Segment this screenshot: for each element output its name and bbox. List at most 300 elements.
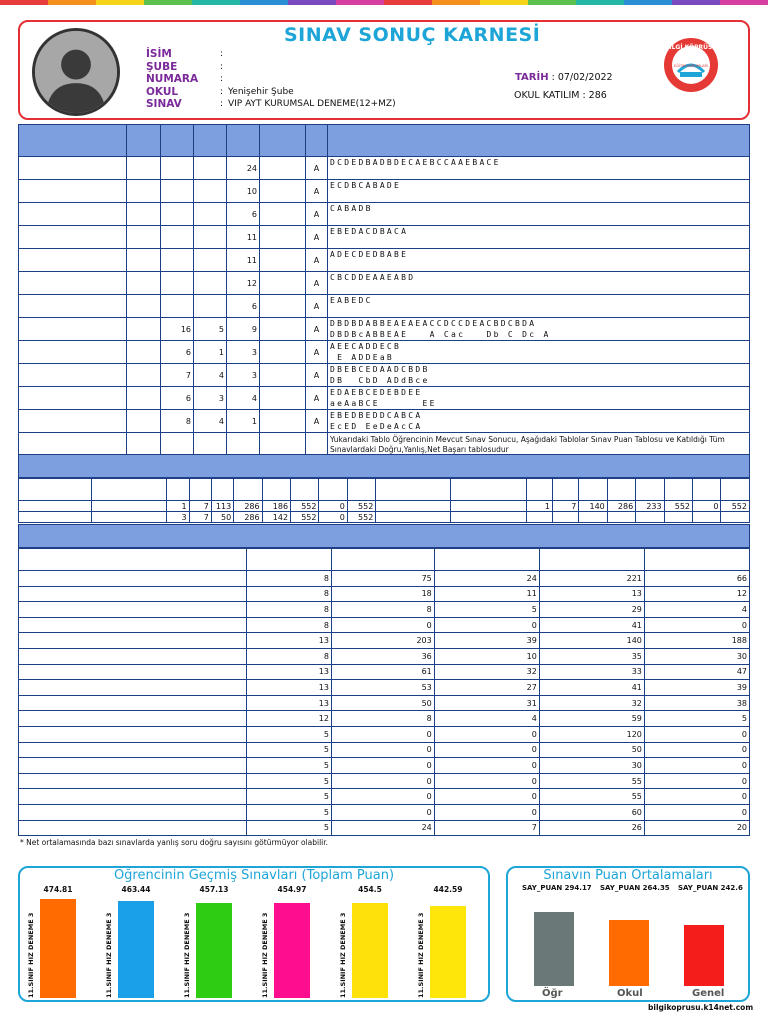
header-cell bbox=[234, 479, 262, 501]
rainbow-segment bbox=[720, 0, 768, 5]
stats-cell: 0 bbox=[331, 617, 434, 633]
answer-cell bbox=[127, 410, 161, 433]
header-cell bbox=[92, 479, 167, 501]
stats-name-cell bbox=[19, 664, 247, 680]
answer-cell: 7 bbox=[161, 364, 194, 387]
score-cell: 0 bbox=[319, 501, 347, 512]
stats-cell: 7 bbox=[434, 820, 539, 836]
answer-cell bbox=[161, 226, 194, 249]
score-cell: 552 bbox=[664, 501, 692, 512]
answer-cell: 8 bbox=[161, 410, 194, 433]
stats-cell: 12 bbox=[644, 586, 749, 602]
header-cell bbox=[19, 125, 127, 157]
score-cell: 552 bbox=[721, 501, 750, 512]
answers-header-row bbox=[19, 125, 750, 157]
info-value: VIP AYT KURUMSAL DENEME(12+MZ) bbox=[228, 99, 396, 110]
stats-cell: 8 bbox=[247, 648, 332, 664]
answer-cell bbox=[161, 249, 194, 272]
stats-cell: 0 bbox=[644, 804, 749, 820]
answer-row bbox=[19, 295, 750, 318]
stats-cell: 13 bbox=[247, 680, 332, 696]
score-cell: 7 bbox=[189, 501, 211, 512]
answer-cell: 6 bbox=[227, 295, 260, 318]
header-cell bbox=[19, 549, 247, 571]
answer-cell: 6 bbox=[161, 387, 194, 410]
avg-x-label: Öğr bbox=[542, 988, 563, 999]
answer-cell bbox=[19, 410, 127, 433]
avg-chart-panel bbox=[506, 866, 750, 1002]
answer-line: CABADB bbox=[330, 204, 373, 213]
svg-text:EĞİTİM KURUMLARI: EĞİTİM KURUMLARI bbox=[674, 64, 708, 68]
stats-cell: 5 bbox=[247, 758, 332, 774]
answer-cell bbox=[194, 203, 227, 226]
score-cell bbox=[526, 512, 552, 523]
info-label: OKUL bbox=[146, 85, 179, 98]
answer-sequence bbox=[328, 410, 750, 433]
answer-sequence bbox=[328, 272, 750, 295]
answer-row bbox=[19, 410, 750, 433]
info-colon: : bbox=[220, 61, 224, 72]
stats-cell: 0 bbox=[644, 726, 749, 742]
student-info bbox=[146, 48, 396, 111]
stats-cell: 36 bbox=[331, 648, 434, 664]
history-bar-value: 474.81 bbox=[43, 885, 73, 894]
header-cell bbox=[636, 479, 664, 501]
answer-sequence bbox=[328, 318, 750, 341]
header-cell bbox=[161, 125, 194, 157]
answer-cell bbox=[19, 180, 127, 203]
stats-row bbox=[19, 804, 750, 820]
stats-cell: 5 bbox=[644, 711, 749, 727]
score-cell: 552 bbox=[347, 512, 375, 523]
stats-row bbox=[19, 633, 750, 649]
stats-cell: 35 bbox=[539, 648, 644, 664]
stats-cell: 26 bbox=[539, 820, 644, 836]
page-title: SINAV SONUÇ KARNESİ bbox=[284, 24, 541, 46]
avg-top-label: SAY_PUAN 294.17 bbox=[522, 884, 592, 892]
score-cell bbox=[664, 512, 692, 523]
answers-table bbox=[18, 124, 750, 457]
stats-cell: 0 bbox=[331, 726, 434, 742]
answer-sequence bbox=[328, 203, 750, 226]
stats-row bbox=[19, 726, 750, 742]
answer-cell: 4 bbox=[194, 364, 227, 387]
header-cell bbox=[127, 125, 161, 157]
stats-cell: 0 bbox=[434, 789, 539, 805]
history-bar bbox=[274, 903, 310, 998]
bilgi-koprusu-logo bbox=[660, 36, 722, 94]
score-cell bbox=[693, 512, 721, 523]
empty-cell bbox=[376, 512, 451, 523]
stats-row bbox=[19, 789, 750, 805]
stats-name-cell bbox=[19, 602, 247, 618]
score-cell: 233 bbox=[636, 501, 664, 512]
stats-cell: 13 bbox=[247, 633, 332, 649]
history-bar bbox=[118, 901, 154, 998]
answer-cell bbox=[260, 341, 306, 364]
stats-cell: 55 bbox=[539, 773, 644, 789]
stats-row bbox=[19, 664, 750, 680]
stats-cell: 5 bbox=[247, 773, 332, 789]
answer-line: DB CbD ADdBce bbox=[330, 376, 430, 385]
answer-key: A bbox=[306, 226, 328, 249]
answer-cell bbox=[127, 387, 161, 410]
answer-cell bbox=[161, 295, 194, 318]
stats-cell: 59 bbox=[539, 711, 644, 727]
history-bar bbox=[40, 899, 76, 998]
empty-cell bbox=[451, 512, 526, 523]
stats-cell: 50 bbox=[539, 742, 644, 758]
stats-row bbox=[19, 742, 750, 758]
stats-name-cell bbox=[19, 648, 247, 664]
answer-row bbox=[19, 157, 750, 180]
stats-cell: 0 bbox=[644, 758, 749, 774]
section-separator-scores bbox=[18, 454, 750, 478]
stats-row bbox=[19, 617, 750, 633]
stats-table bbox=[18, 548, 750, 836]
stats-cell: 0 bbox=[644, 789, 749, 805]
answer-cell bbox=[161, 180, 194, 203]
answer-cell bbox=[194, 272, 227, 295]
answer-cell bbox=[260, 180, 306, 203]
avg-x-label: Okul bbox=[617, 988, 643, 999]
score-cell: 286 bbox=[234, 512, 262, 523]
answer-line: EDAEBCEDEBDEE bbox=[330, 388, 423, 397]
stats-cell: 5 bbox=[247, 804, 332, 820]
stats-cell: 20 bbox=[644, 820, 749, 836]
answer-cell: 9 bbox=[227, 318, 260, 341]
answer-key: A bbox=[306, 272, 328, 295]
answer-cell bbox=[260, 318, 306, 341]
answer-cell bbox=[19, 272, 127, 295]
rainbow-segment bbox=[576, 0, 624, 5]
answer-cell bbox=[161, 203, 194, 226]
answer-cell: 1 bbox=[194, 341, 227, 364]
rainbow-segment bbox=[672, 0, 720, 5]
stats-cell: 0 bbox=[434, 758, 539, 774]
rainbow-segment bbox=[384, 0, 432, 5]
answer-sequence bbox=[328, 387, 750, 410]
answer-line: EcED EeDeAcCA bbox=[330, 422, 423, 431]
stats-cell: 39 bbox=[434, 633, 539, 649]
answer-key: A bbox=[306, 180, 328, 203]
rainbow-segment bbox=[240, 0, 288, 5]
answer-cell bbox=[260, 295, 306, 318]
stats-name-cell bbox=[19, 617, 247, 633]
avg-top-label: SAY_PUAN 264.35 bbox=[600, 884, 670, 892]
empty-cell bbox=[227, 433, 260, 457]
score-cell: 7 bbox=[552, 501, 578, 512]
stats-cell: 0 bbox=[644, 773, 749, 789]
answer-cell bbox=[260, 203, 306, 226]
stats-cell: 41 bbox=[539, 617, 644, 633]
answer-cell: 3 bbox=[194, 387, 227, 410]
stats-cell: 0 bbox=[331, 773, 434, 789]
answer-line: aeAaBCE EE bbox=[330, 399, 437, 408]
stats-cell: 5 bbox=[247, 820, 332, 836]
answer-line: DBDBcABBEAE A Cac Db C Dc A bbox=[330, 330, 551, 339]
answer-row bbox=[19, 387, 750, 410]
answer-cell bbox=[19, 203, 127, 226]
answer-sequence bbox=[328, 249, 750, 272]
header-cell bbox=[189, 479, 211, 501]
info-row bbox=[146, 98, 396, 111]
stats-cell: 47 bbox=[644, 664, 749, 680]
answer-row bbox=[19, 364, 750, 387]
stats-cell: 8 bbox=[247, 602, 332, 618]
stats-cell: 5 bbox=[247, 726, 332, 742]
answer-cell bbox=[127, 249, 161, 272]
info-colon: : bbox=[220, 49, 224, 60]
answer-cell bbox=[127, 157, 161, 180]
answer-row bbox=[19, 341, 750, 364]
empty-cell bbox=[19, 512, 92, 523]
answer-cell: 4 bbox=[227, 387, 260, 410]
info-label: SINAV bbox=[146, 98, 182, 111]
empty-cell bbox=[92, 501, 167, 512]
rainbow-segment bbox=[336, 0, 384, 5]
stats-cell: 12 bbox=[247, 711, 332, 727]
answer-cell: 12 bbox=[227, 272, 260, 295]
score-table bbox=[18, 478, 750, 523]
rainbow-segment bbox=[288, 0, 336, 5]
answer-cell bbox=[127, 180, 161, 203]
score-cell: 7 bbox=[189, 512, 211, 523]
answer-key: A bbox=[306, 387, 328, 410]
answer-cell bbox=[19, 226, 127, 249]
stats-name-cell bbox=[19, 571, 247, 587]
info-label: ŞUBE bbox=[146, 60, 178, 73]
rainbow-segment bbox=[48, 0, 96, 5]
history-chart-title: Öğrencinin Geçmiş Sınavları (Toplam Puan) bbox=[113, 868, 395, 883]
rainbow-segment bbox=[96, 0, 144, 5]
score-cell: 552 bbox=[347, 501, 375, 512]
header-cell bbox=[328, 125, 750, 157]
stats-name-cell bbox=[19, 711, 247, 727]
answer-sequence bbox=[328, 226, 750, 249]
answer-sequence bbox=[328, 295, 750, 318]
info-colon: : bbox=[220, 74, 224, 85]
stats-cell: 13 bbox=[247, 664, 332, 680]
header-cell bbox=[552, 479, 578, 501]
empty-cell bbox=[451, 501, 526, 512]
empty-cell bbox=[161, 433, 194, 457]
score-cell: 1 bbox=[167, 501, 189, 512]
stats-cell: 0 bbox=[644, 742, 749, 758]
answer-key: A bbox=[306, 318, 328, 341]
stats-cell: 10 bbox=[434, 648, 539, 664]
stats-row bbox=[19, 571, 750, 587]
answer-cell bbox=[260, 410, 306, 433]
answer-key: A bbox=[306, 203, 328, 226]
stats-cell: 0 bbox=[434, 742, 539, 758]
stats-row bbox=[19, 695, 750, 711]
header-cell bbox=[664, 479, 692, 501]
date-value: : 07/02/2022 bbox=[551, 72, 613, 83]
stats-cell: 11 bbox=[434, 586, 539, 602]
info-row bbox=[146, 61, 396, 74]
header-cell bbox=[167, 479, 189, 501]
stats-cell: 0 bbox=[331, 789, 434, 805]
participation-count: OKUL KATILIM : 286 bbox=[514, 90, 607, 101]
stats-cell: 0 bbox=[644, 617, 749, 633]
answer-line: EBEDACDBACA bbox=[330, 227, 409, 236]
stats-cell: 0 bbox=[434, 804, 539, 820]
history-bar-value: 454.97 bbox=[277, 885, 307, 894]
answer-cell bbox=[260, 364, 306, 387]
answer-cell bbox=[260, 387, 306, 410]
exam-date bbox=[515, 72, 613, 83]
stats-cell: 18 bbox=[331, 586, 434, 602]
stats-cell: 4 bbox=[644, 602, 749, 618]
score-header-row bbox=[19, 479, 750, 501]
header-cell bbox=[331, 549, 434, 571]
header-cell bbox=[347, 479, 375, 501]
stats-cell: 32 bbox=[539, 695, 644, 711]
footer-url: bilgikoprusu.k14net.com bbox=[648, 1003, 754, 1012]
answers-footnote: Yukarıdaki Tablo Öğrencinin Mevcut Sınav Sonucu, Aşağıdaki Tablolar Sınav Puan Tablosu ve Katıldığı Tüm Sınavlardaki Doğru,Yanlış,Net Başarı tablosudur bbox=[328, 433, 750, 457]
empty-cell bbox=[127, 433, 161, 457]
info-colon: : bbox=[220, 86, 224, 97]
stats-cell: 61 bbox=[331, 664, 434, 680]
history-bar-value: 442.59 bbox=[433, 885, 463, 894]
stats-cell: 13 bbox=[247, 695, 332, 711]
stats-cell: 0 bbox=[331, 758, 434, 774]
info-row bbox=[146, 86, 396, 99]
answer-row bbox=[19, 272, 750, 295]
empty-cell bbox=[194, 433, 227, 457]
score-cell: 286 bbox=[607, 501, 635, 512]
stats-cell: 120 bbox=[539, 726, 644, 742]
answer-row bbox=[19, 249, 750, 272]
answer-line: CBCDDEAAEABD bbox=[330, 273, 416, 282]
history-bar-value: 454.5 bbox=[358, 885, 382, 894]
stats-row bbox=[19, 758, 750, 774]
user-silhouette-icon bbox=[35, 31, 117, 113]
stats-cell: 8 bbox=[247, 586, 332, 602]
empty-cell bbox=[306, 433, 328, 457]
header-cell bbox=[434, 549, 539, 571]
history-bar bbox=[430, 906, 466, 998]
rainbow-segment bbox=[192, 0, 240, 5]
answer-row bbox=[19, 226, 750, 249]
stats-cell: 188 bbox=[644, 633, 749, 649]
header-cell bbox=[693, 479, 721, 501]
stats-cell: 8 bbox=[331, 711, 434, 727]
stats-cell: 5 bbox=[247, 742, 332, 758]
answer-cell bbox=[260, 157, 306, 180]
stats-name-cell bbox=[19, 680, 247, 696]
header-cell bbox=[211, 479, 233, 501]
answer-line: DCDEDBADBDECAEBCCAAEBACE bbox=[330, 158, 501, 167]
avg-bar bbox=[534, 912, 574, 986]
answer-cell bbox=[19, 318, 127, 341]
stats-row bbox=[19, 586, 750, 602]
stats-cell: 24 bbox=[331, 820, 434, 836]
answer-cell: 3 bbox=[227, 364, 260, 387]
header-cell bbox=[451, 479, 526, 501]
stats-cell: 5 bbox=[434, 602, 539, 618]
score-cell: 552 bbox=[291, 512, 319, 523]
stats-name-cell bbox=[19, 633, 247, 649]
info-label: İSİM bbox=[146, 48, 172, 61]
header-cell bbox=[247, 549, 332, 571]
history-bar-label: 11.SINIF HIZ DENEME 3 bbox=[183, 912, 191, 998]
header-cell bbox=[579, 479, 607, 501]
score-row bbox=[19, 501, 750, 512]
rainbow-segment bbox=[0, 0, 48, 5]
stats-cell: 0 bbox=[434, 617, 539, 633]
stats-name-cell bbox=[19, 586, 247, 602]
stats-cell: 66 bbox=[644, 571, 749, 587]
stats-cell: 8 bbox=[247, 617, 332, 633]
answer-cell bbox=[194, 180, 227, 203]
header-cell bbox=[721, 479, 750, 501]
score-row bbox=[19, 512, 750, 523]
stats-cell: 27 bbox=[434, 680, 539, 696]
score-cell: 140 bbox=[579, 501, 607, 512]
stats-row bbox=[19, 602, 750, 618]
info-row bbox=[146, 73, 396, 86]
stats-row bbox=[19, 711, 750, 727]
stats-name-cell bbox=[19, 804, 247, 820]
info-label: NUMARA bbox=[146, 73, 199, 86]
section-separator-stats bbox=[18, 524, 750, 548]
answers-footnote-row bbox=[19, 433, 750, 457]
header-cell bbox=[607, 479, 635, 501]
score-cell: 50 bbox=[211, 512, 233, 523]
answer-cell bbox=[19, 387, 127, 410]
stats-name-cell bbox=[19, 742, 247, 758]
stats-row bbox=[19, 648, 750, 664]
footnote: * Net ortalamasında bazı sınavlarda yanlış soru doğru sayısını götürmüyor olabilir. bbox=[20, 838, 329, 847]
stats-cell: 33 bbox=[539, 664, 644, 680]
answer-cell bbox=[127, 341, 161, 364]
stats-cell: 41 bbox=[539, 680, 644, 696]
stats-header-row bbox=[19, 549, 750, 571]
empty-cell bbox=[92, 512, 167, 523]
answer-line: ECDBCABADE bbox=[330, 181, 402, 190]
rainbow-segment bbox=[432, 0, 480, 5]
score-cell: 552 bbox=[291, 501, 319, 512]
answer-cell: 10 bbox=[227, 180, 260, 203]
answer-cell bbox=[194, 226, 227, 249]
answer-cell: 1 bbox=[227, 410, 260, 433]
stats-cell: 55 bbox=[539, 789, 644, 805]
score-cell: 113 bbox=[211, 501, 233, 512]
answer-cell bbox=[19, 295, 127, 318]
stats-cell: 13 bbox=[539, 586, 644, 602]
stats-cell: 5 bbox=[247, 789, 332, 805]
info-colon: : bbox=[220, 99, 224, 110]
score-cell: 1 bbox=[526, 501, 552, 512]
header-cell bbox=[227, 125, 260, 157]
answer-line: DBDBDABBEAEAEACCDCCDEACBDCBDA bbox=[330, 319, 537, 328]
stats-cell: 203 bbox=[331, 633, 434, 649]
answer-cell bbox=[260, 272, 306, 295]
answer-line: AEECADDECB bbox=[330, 342, 402, 351]
stats-name-cell bbox=[19, 789, 247, 805]
avg-x-label: Genel bbox=[692, 988, 725, 999]
answer-cell bbox=[127, 272, 161, 295]
stats-cell: 38 bbox=[644, 695, 749, 711]
stats-cell: 0 bbox=[434, 726, 539, 742]
answer-cell bbox=[127, 203, 161, 226]
stats-cell: 32 bbox=[434, 664, 539, 680]
empty-cell bbox=[260, 433, 306, 457]
history-bar-label: 11.SINIF HIZ DENEME 3 bbox=[105, 912, 113, 998]
header-cell bbox=[306, 125, 328, 157]
